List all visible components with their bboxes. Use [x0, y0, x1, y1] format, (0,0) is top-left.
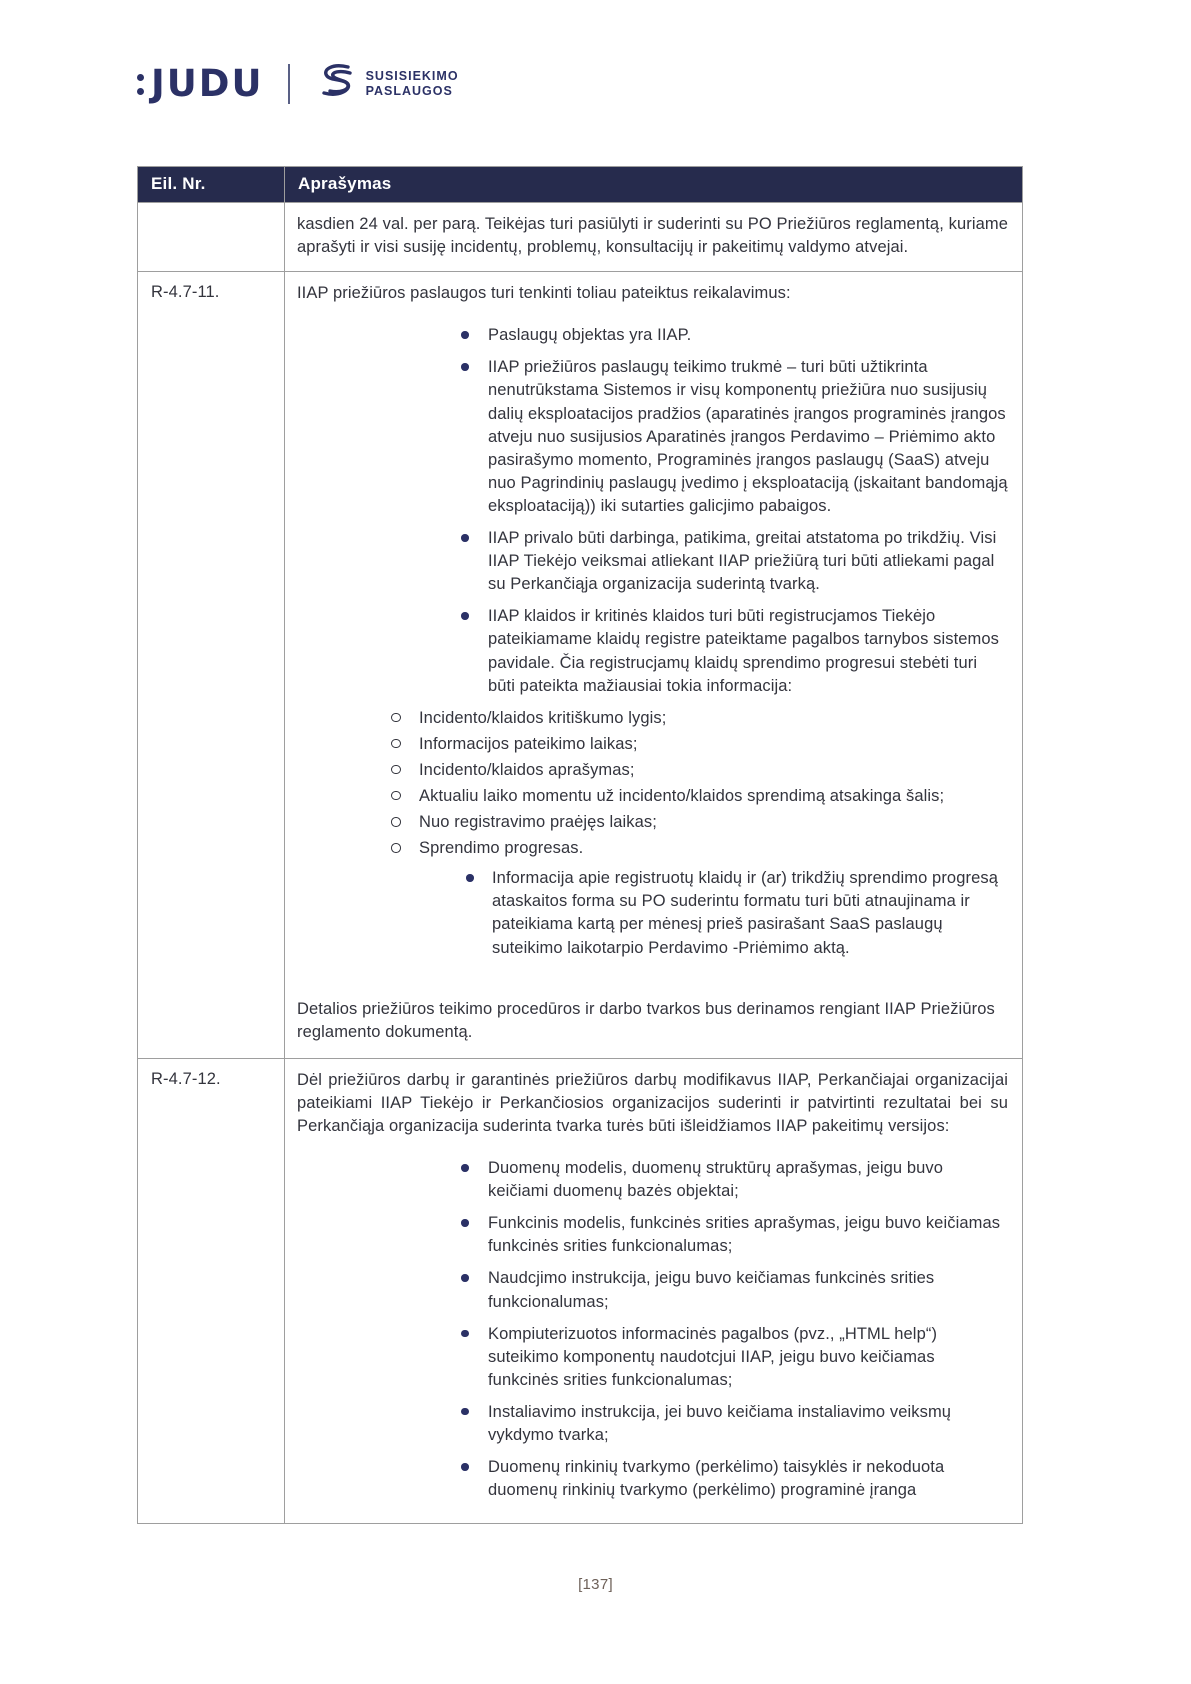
list-item	[297, 1401, 1008, 1447]
list-item	[297, 1212, 1008, 1258]
judu-logo	[137, 62, 264, 105]
bullet-circle-icon	[391, 785, 419, 801]
bullet-circle-icon	[391, 837, 419, 853]
bullet-text: Incidento/klaidos kritiškumo lygis;	[419, 708, 667, 727]
bullet-disc-icon	[461, 1401, 488, 1416]
list-item	[297, 1323, 1008, 1392]
col-header-aprasymas: Aprašymas	[285, 167, 1023, 203]
susisiekimo-line1: SUSISIEKIMO	[365, 69, 459, 84]
list-item	[297, 356, 1008, 518]
page-number: [137]	[578, 1576, 613, 1593]
table-row	[138, 1058, 1023, 1524]
bullet-text: Nuo registravimo praėjęs laikas;	[419, 813, 657, 832]
logo-divider	[288, 64, 290, 104]
bullet-circle-icon	[391, 707, 419, 723]
bullet-circle-icon	[391, 811, 419, 827]
judu-logo-text: JUDU	[151, 62, 264, 105]
row-desc-cell	[285, 272, 1023, 1059]
susisiekimo-logo-text	[366, 69, 459, 98]
list-item	[297, 1456, 1008, 1502]
list-item	[297, 1157, 1008, 1203]
list-item	[297, 785, 1008, 808]
bullet-text: Incidento/klaidos aprašymas;	[419, 760, 635, 779]
bullet-circle-icon	[391, 733, 419, 749]
bullet-disc-icon	[461, 1323, 488, 1338]
bullet-circle-icon	[391, 759, 419, 775]
bullet-disc-icon	[461, 1212, 488, 1227]
table-row	[138, 272, 1023, 1059]
bullet-text: Paslaugų objektas yra IIAP.	[488, 326, 692, 345]
paragraph: Detalios priežiūros teikimo procedūros ir darbo tvarkos bus derinamos rengiant IIAP Priežiūros reglamento dokumentą.	[297, 999, 995, 1041]
row-desc-cell	[285, 1058, 1023, 1524]
list-item	[297, 324, 1008, 347]
bullet-text: Aktualiu laiko momentu už incidento/klaidos sprendimą atsakinga šalis;	[419, 786, 945, 805]
paragraph: Dėl priežiūros darbų ir garantinės priežiūros darbų modifikavus IIAP, Perkančiajai organizacijai pateikiami IIAP Tiekėjo ir Perkančiosios organizacijos suderinti ir patvirtinti rezultatai bei su Perkančiąja organizacija suderinta tvarka turės būti išleidžiamos IIAP pakeitimų versijos:	[297, 1070, 1008, 1135]
list-item	[297, 527, 1008, 596]
paragraph: IIAP priežiūros paslaugos turi tenkinti toliau pateiktus reikalavimus:	[297, 284, 791, 303]
bullet-disc-icon	[461, 1456, 488, 1471]
bullet-disc-icon	[461, 324, 488, 339]
list-item	[297, 837, 1008, 860]
bullet-text: Informacija apie registruotų klaidų ir (ar) trikdžių sprendimo progresą ataskaitos forma su PO suderintu formatu turi būti atnaujinama ir pateikiama kartą per mėnesį prieš pasirašant SaaS paslaugų suteikimo laikotarpio Perdavimo -Priėmimo aktą.	[492, 869, 998, 957]
bullet-text: IIAP privalo būti darbinga, patikima, greitai atstatoma po trikdžių. Visi IIAP Tiekėjo veiksmai atliekant IIAP priežiūrą turi būti atliekami pagal su Perkančiąja organizacija suderintą tvarką.	[488, 529, 997, 594]
bullet-text: IIAP priežiūros paslaugų teikimo trukmė – turi būti užtikrinta nenutrūkstama Sistemos ir visų komponentų priežiūra nuo susijusių dalių eksploatacijos pradžios (aparatinės įrangos programinės įrangos atveju nuo susijusios Aparatinės įrangos Perdavimo – Priėmimo akto pasirašymo momento, Programinės įrangos paslaugų (SaaS) atveju nuo Pagrindinių paslaugų įvedimo į eksploataciją (įskaitant bandomąją eksploataciją)) iki sutarties galicjimo pabaigos.	[488, 358, 1008, 515]
bullet-text: Informacijos pateikimo laikas;	[419, 734, 638, 753]
list-item	[297, 759, 1008, 782]
row-id-cell	[138, 203, 285, 272]
bullet-text: Kompiuterizuotos informacinės pagalbos (pvz., „HTML help“) suteikimo komponentų naudotcjui IIAP, jeigu buvo keičiamas funkcinės srities funkcionalumas;	[488, 1324, 938, 1389]
col-header-eil-nr: Eil. Nr.	[138, 167, 285, 203]
susisiekimo-s-icon	[314, 60, 358, 107]
bullet-disc-icon	[461, 527, 488, 542]
list-item	[297, 733, 1008, 756]
list-item	[297, 605, 1008, 697]
row-desc-cell	[285, 203, 1023, 272]
bullet-text: IIAP klaidos ir kritinės klaidos turi būti registrucjamos Tiekėjo pateikiamame klaidų registre pateiktame pagalbos tarnybos sistemos pavidale. Čia registrucjamų klaidų sprendimo progresui stebėti turi būti pateikta mažiausiai tokia informacija:	[488, 607, 1000, 695]
logo-header	[137, 60, 459, 107]
bullet-text: Sprendimo progresas.	[419, 839, 584, 858]
row-id-cell: R-4.7-12.	[138, 1058, 285, 1524]
row-id-cell: R-4.7-11.	[138, 272, 285, 1059]
bullet-disc-icon	[461, 1157, 488, 1172]
list-item	[297, 707, 1008, 730]
table-row	[138, 203, 1023, 272]
bullet-text: Funkcinis modelis, funkcinės srities aprašymas, jeigu buvo keičiamas funkcinės srities funkcionalumas;	[488, 1214, 1001, 1256]
bullet-disc-icon	[466, 867, 492, 882]
bullet-text: Naudcjimo instrukcija, jeigu buvo keičiamas funkcinės srities funkcionalumas;	[488, 1269, 935, 1311]
paragraph: kasdien 24 val. per parą. Teikėjas turi pasiūlyti ir suderinti su PO Priežiūros reglamentą, kuriame aprašyti ir visi susiję incidentų, problemų, konsultacijų ir pakeitimų valdymo atvejai.	[297, 215, 1008, 257]
bullet-text: Instaliavimo instrukcija, jei buvo keičiama instaliavimo veiksmų vykdymo tvarka;	[488, 1402, 952, 1445]
list-item	[297, 867, 1008, 959]
bullet-text: Duomenų modelis, duomenų struktūrų aprašymas, jeigu buvo keičiami duomenų bazės objektai;	[488, 1159, 943, 1201]
bullet-disc-icon	[461, 356, 488, 371]
bullet-disc-icon	[461, 605, 488, 620]
table-header-row	[138, 167, 1023, 203]
bullet-disc-icon	[461, 1267, 488, 1282]
susisiekimo-paslaugos-logo	[314, 60, 459, 107]
bullet-text: Duomenų rinkinių tvarkymo (perkėlimo) taisyklės ir nekoduota duomenų rinkinių tvarkymo (perkėlimo) programinė įranga	[488, 1458, 945, 1500]
susisiekimo-line2: PASLAUGOS	[365, 83, 453, 98]
list-item	[297, 811, 1008, 834]
judu-colon-dots-icon	[137, 74, 144, 95]
list-item	[297, 1267, 1008, 1313]
requirements-table	[137, 166, 1023, 1524]
